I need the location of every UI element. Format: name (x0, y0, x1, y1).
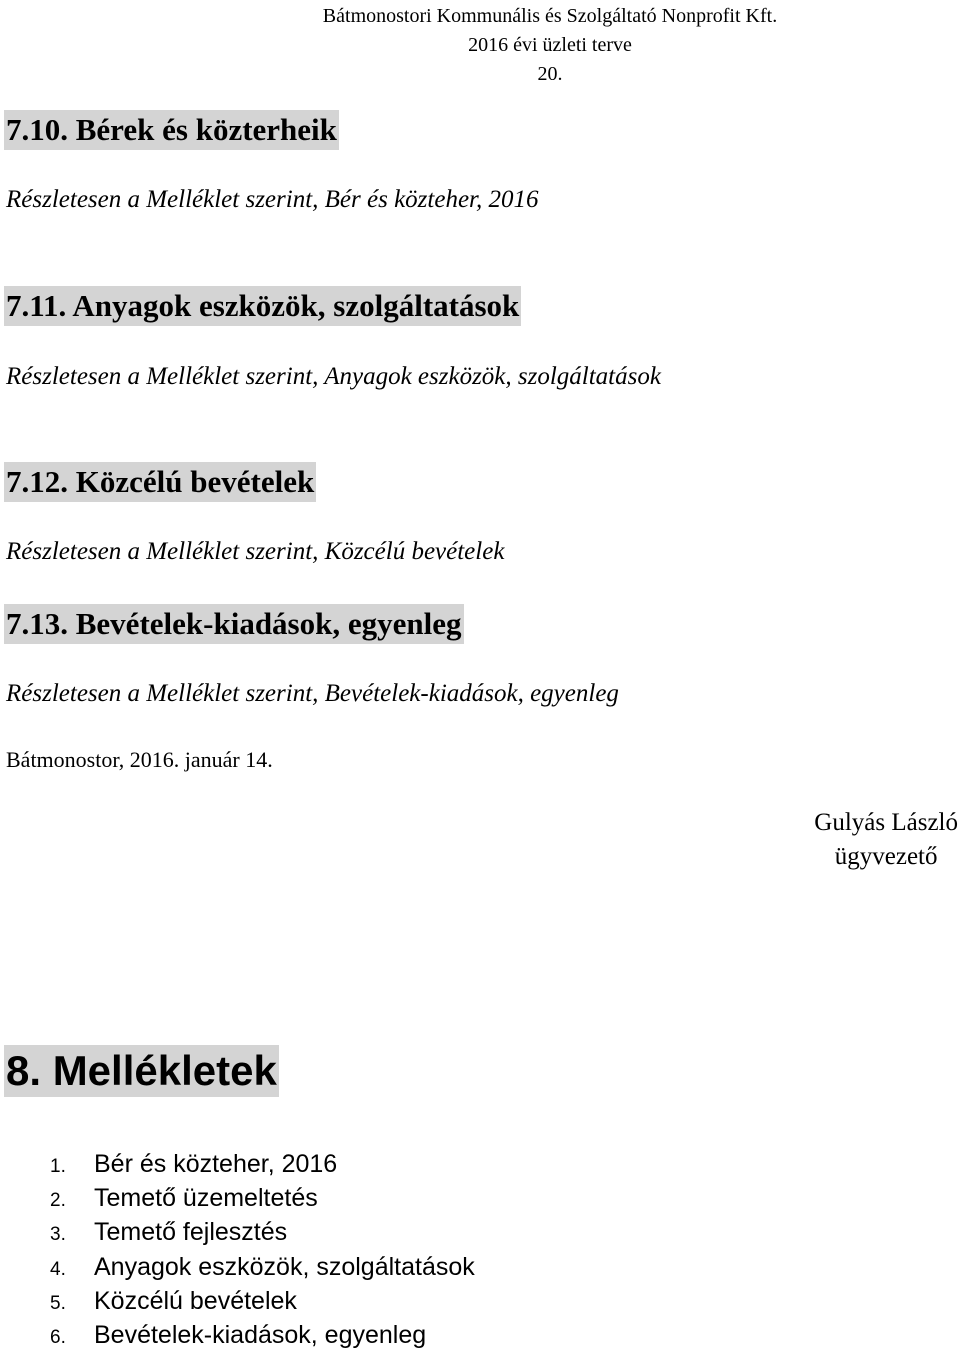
annex-list (50, 1150, 475, 1355)
annex-number: 2. (50, 1190, 66, 1212)
section-heading-7-13: 7.13. Bevételek-kiadások, egyenleg (4, 604, 464, 644)
list-item (50, 1253, 475, 1287)
list-item (50, 1321, 475, 1355)
annex-title: Bevételek-kiadások, egyenleg (94, 1320, 427, 1349)
annex-number: 1. (50, 1156, 66, 1177)
page-header (240, 2, 860, 89)
section-description-7-12: Részletesen a Melléklet szerint, Közcélú bevételek (6, 538, 505, 565)
list-item (50, 1150, 475, 1184)
page-number: 20. (537, 63, 563, 85)
list-item (50, 1218, 475, 1252)
list-item (50, 1184, 475, 1218)
annex-number: 5. (50, 1292, 66, 1314)
company-name: Bátmonostori Kommunális és Szolgáltató Nonprofit Kft. (322, 5, 778, 27)
annex-title: Anyagok eszközök, szolgáltatások (94, 1252, 475, 1281)
annexes-heading: 8. Mellékletek (4, 1045, 279, 1097)
section-heading-7-11: 7.11. Anyagok eszközök, szolgáltatások (4, 286, 521, 326)
annex-number: 6. (50, 1326, 66, 1348)
place-date-line: Bátmonostor, 2016. január 14. (6, 747, 273, 772)
annex-title: Bér és közteher, 2016 (94, 1150, 338, 1178)
section-description-7-13: Részletesen a Melléklet szerint, Bevételek-kiadások, egyenleg (6, 680, 619, 707)
section-heading-7-12: 7.12. Közcélú bevételek (4, 462, 316, 502)
annex-title: Közcélú bevételek (94, 1286, 297, 1315)
section-description-7-10: Részletesen a Melléklet szerint, Bér és közteher, 2016 (6, 186, 539, 213)
annex-number: 3. (50, 1224, 66, 1246)
document-title: 2016 évi üzleti terve (468, 34, 632, 56)
signatory-name: Gulyás László (814, 809, 958, 836)
list-item (50, 1287, 475, 1321)
annex-number: 4. (50, 1258, 66, 1280)
section-description-7-11: Részletesen a Melléklet szerint, Anyagok eszközök, szolgáltatások (6, 363, 661, 390)
annex-title: Temető üzemeltetés (94, 1184, 318, 1213)
section-heading-7-10: 7.10. Bérek és közterheik (4, 110, 339, 150)
signature-block (814, 806, 958, 874)
annex-title: Temető fejlesztés (94, 1218, 288, 1247)
signatory-title: ügyvezető (834, 843, 938, 870)
